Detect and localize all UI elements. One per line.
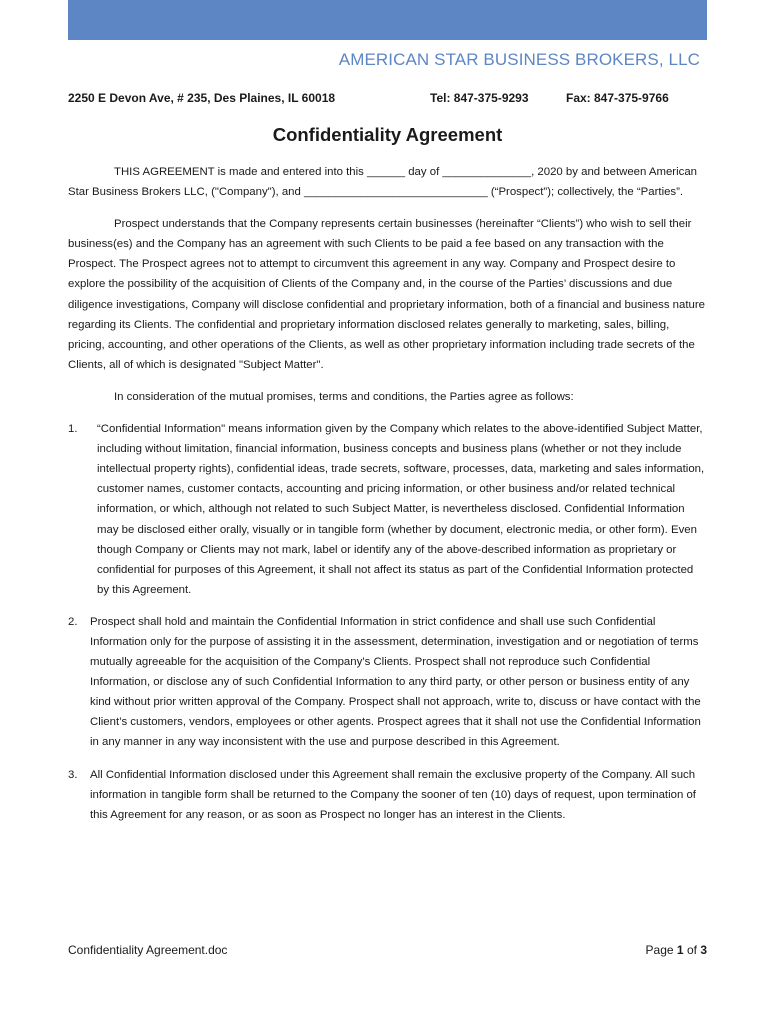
clause-number: 2. xyxy=(68,615,78,628)
company-phone: Tel: 847-375-9293 xyxy=(430,91,529,105)
consideration-paragraph: In consideration of the mutual promises, terms and conditions, the Parties agree as follows: xyxy=(114,390,574,403)
clause-item xyxy=(68,612,707,753)
company-fax: Fax: 847-375-9766 xyxy=(566,91,669,105)
clause-item xyxy=(68,765,707,825)
footer-page-number xyxy=(600,943,707,957)
company-address: 2250 E Devon Ave, # 235, Des Plaines, IL 60018 xyxy=(68,91,336,105)
page-prefix: Page xyxy=(645,943,674,957)
clause-number: 1. xyxy=(68,423,78,436)
intro-paragraph: THIS AGREEMENT is made and entered into this ______ day of ______________, 2020 by and between American Star Business Brokers LLC, ("Company"), and _____________________________ (“Prospect”); collectively, the “Parties”. xyxy=(68,166,697,199)
company-name: AMERICAN STAR BUSINESS BROKERS, LLC xyxy=(338,50,700,69)
header-color-bar xyxy=(68,0,707,40)
clause-text: Prospect shall hold and maintain the Confidential Information in strict confidence and shall use such Confidential Information only for the purpose of assisting it in the assessment, determination, investigation and or negotiation of terms mutually agreeable for the acquisition of the Company’s Clients. Prospect shall not reproduce such Confidential Information, or disclose any of such Confidential Information to any third party, or other person or business entity of any kind without prior written approval of the Company. Prospect shall not approach, write to, discuss or have contact with the Client’s customers, vendors, employees or other agents. Prospect agrees that it shall not use the Confidential Information in any manner in any way inconsistent with the use and purpose described in this Agreement. xyxy=(90,615,701,749)
recital-paragraph: Prospect understands that the Company represents certain businesses (hereinafter “Clients”) who wish to sell their business(es) and the Company has an agreement with such Clients to be paid a fee based on any transaction with the Prospect. The Prospect agrees not to attempt to circumvent this agreement in any way. Company and Prospect desire to explore the possibility of the acquisition of Clients of the Company and, in the course of the Parties’ discussions and due diligence investigations, Company will disclose confidential and proprietary information, both of a financial and business nature regarding its Clients. The confidential and proprietary information disclosed relates generally to marketing, sales, billing, pricing, accounting, and other operations of the Clients, as well as other proprietary information including trade secrets of the Clients, all of which is designated "Subject Matter". xyxy=(68,218,705,371)
page-current: 1 xyxy=(676,943,684,957)
clause-text: All Confidential Information disclosed under this Agreement shall remain the exclusive property of the Company. All such information in tangible form shall be returned to the Company the sooner of ten (10) days of request, upon termination of this Agreement for any reason, or as soon as Prospect no longer has an interest in the Clients. xyxy=(90,768,696,821)
page-total: 3 xyxy=(700,943,707,957)
clause-item xyxy=(68,419,707,600)
footer-filename: Confidentiality Agreement.doc xyxy=(68,943,228,957)
document-title: Confidentiality Agreement xyxy=(272,124,503,145)
clause-number: 3. xyxy=(68,768,78,781)
page-of: of xyxy=(686,943,697,957)
document-body xyxy=(68,162,707,837)
clause-text: “Confidential Information" means information given by the Company which relates to the above-identified Subject Matter, including without limitation, financial information, business concepts and business plans (whether or not they include intellectual property rights), confidential ideas, trade secrets, software, processes, data, marketing and sales information, customer names, customer contacts, accounting and pricing information, or other business and/or related technical information, or which, although not related to such Subject Matter, is nevertheless disclosed. Confidential Information may be disclosed either orally, visually or in tangible form (whether by document, electronic media, or other form). Even though Company or Clients may not mark, label or identify any of the above-described information as proprietary or confidential for purposes of this Agreement, it shall not affect its status as part of the Confidential Information protected by this Agreement. xyxy=(97,423,705,596)
